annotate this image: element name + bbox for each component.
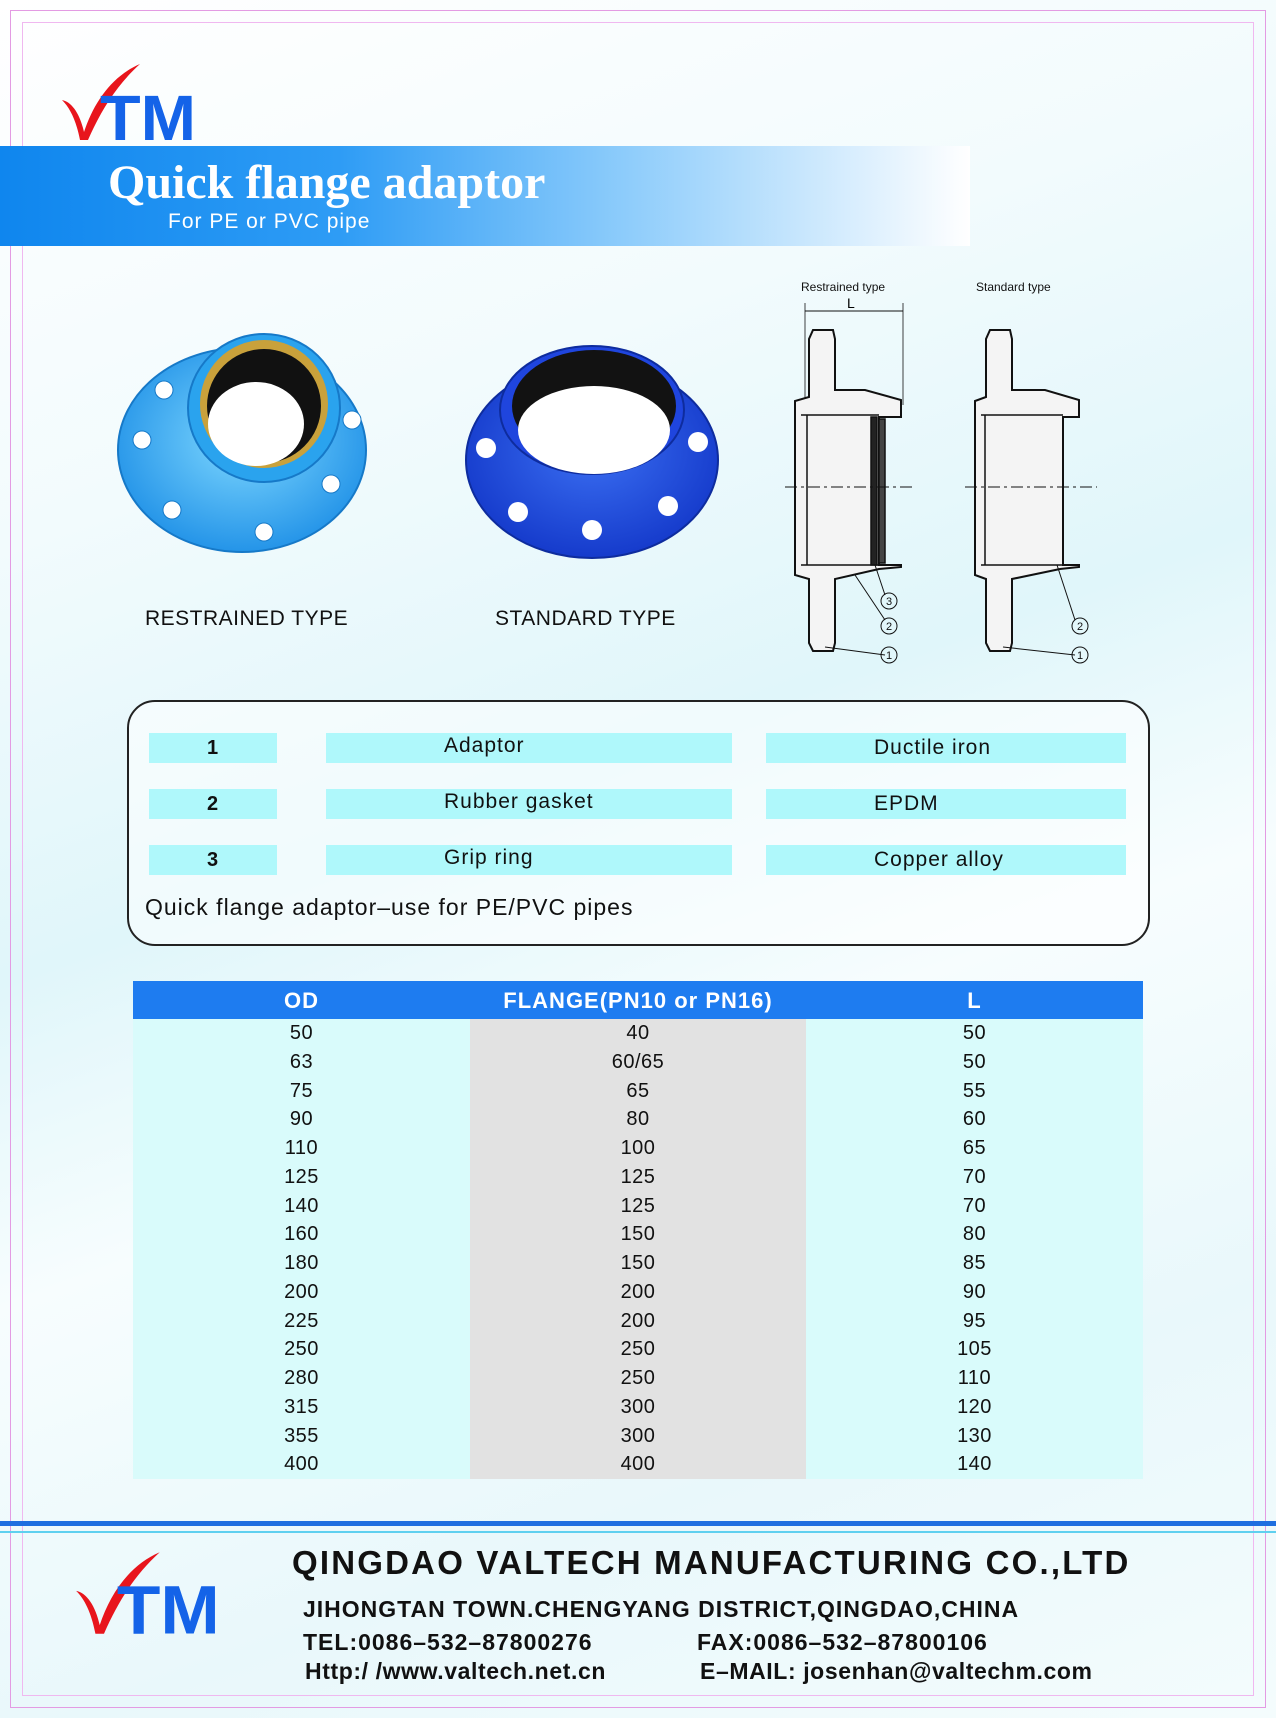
cell-od: 400 [284,1453,319,1476]
cell-l: 130 [957,1424,992,1447]
part-material: EPDM [766,789,1126,819]
parts-row [129,733,1148,763]
cell-l: 50 [962,1022,987,1044]
callout-2: 2 [885,621,893,633]
vtm-footer-logo [74,1550,224,1636]
header-l: L [967,988,982,1013]
spec-table-row [133,1048,1143,1077]
spec-table-row [133,1450,1143,1479]
spec-table-body [133,1019,1143,1479]
cell-l: 95 [962,1309,987,1332]
callout-1-standard: 1 [1076,650,1084,662]
spec-table-row [133,1335,1143,1364]
cell-flange: 65 [626,1079,650,1102]
restrained-adaptor-image [112,300,372,560]
part-number: 2 [149,789,277,819]
cell-l: 90 [962,1280,987,1303]
part-material: Ductile iron [766,733,1126,763]
cell-flange: 125 [620,1194,656,1217]
callout-2-standard: 2 [1076,621,1084,633]
restrained-type-caption: RESTRAINED TYPE [145,607,349,630]
parts-row [129,789,1148,819]
page-title: Quick flange adaptor [108,156,546,209]
header-flange: FLANGE(PN10 or PN16) [503,988,773,1013]
spec-table-row [133,1249,1143,1278]
callout-3: 3 [885,596,893,608]
cell-flange: 200 [620,1280,656,1303]
cell-flange: 125 [620,1165,656,1188]
cell-flange: 100 [620,1137,656,1159]
cell-flange: 250 [620,1338,656,1361]
spec-table-row [133,1220,1143,1249]
footer-rule-thin [0,1531,1276,1533]
cell-l: 105 [957,1338,992,1361]
spec-table-row [133,1077,1143,1106]
restrained-type-label: Restrained type [801,280,886,294]
cell-od: 50 [289,1022,314,1044]
cell-flange: 150 [620,1252,656,1274]
cell-od: 125 [284,1165,319,1188]
part-material: Copper alloy [766,845,1126,875]
cell-l: 50 [962,1050,987,1073]
spec-table-row [133,1278,1143,1307]
cell-l: 120 [957,1395,992,1418]
cell-od: 140 [284,1194,319,1217]
cell-od: 280 [284,1367,319,1389]
cell-l: 85 [962,1252,987,1274]
vtm-logo-text: TM [100,82,196,142]
standard-type-label: Standard type [976,280,1051,294]
spec-table-row [133,1134,1143,1163]
cell-od: 63 [289,1050,314,1073]
cell-l: 70 [962,1165,987,1188]
standard-adaptor-image [462,330,722,570]
part-name: Adaptor [326,733,732,763]
callout-1: 1 [885,650,893,662]
parts-note: Quick flange adaptor–use for PE/PVC pipes [145,894,634,920]
part-name: Grip ring [326,845,732,875]
cell-l: 110 [957,1367,992,1389]
cell-od: 200 [284,1280,319,1303]
parts-row [129,845,1148,875]
footer-rule [0,1521,1276,1526]
cell-l: 80 [962,1223,987,1246]
spec-table-row [133,1307,1143,1336]
cell-flange: 150 [620,1223,656,1246]
spec-table-row [133,1393,1143,1422]
cell-flange: 400 [620,1453,656,1476]
cell-l: 55 [962,1079,987,1102]
header-od: OD [284,988,319,1013]
part-number: 1 [149,733,277,763]
vtm-logo [60,62,200,142]
page-subtitle: For PE or PVC pipe [168,210,371,233]
standard-type-caption: STANDARD TYPE [495,607,676,630]
company-tel: TEL:0086–532–87800276 [303,1629,593,1655]
cell-l: 70 [962,1194,987,1217]
cell-flange: 60/65 [611,1050,665,1073]
spec-table-row [133,1019,1143,1048]
cell-od: 355 [284,1424,319,1447]
company-address: JIHONGTAN TOWN.CHENGYANG DISTRICT,QINGDAO,CHINA [303,1596,1020,1622]
spec-table-row [133,1105,1143,1134]
cell-flange: 40 [626,1022,650,1044]
vtm-footer-logo-text: TM [116,1571,220,1636]
cell-flange: 250 [620,1367,656,1389]
company-email[interactable]: E–MAIL: josenhan@valtechm.com [700,1658,1093,1684]
cell-od: 160 [284,1223,319,1246]
cell-od: 225 [284,1309,319,1332]
spec-table [133,981,1143,1479]
spec-table-row [133,1364,1143,1393]
cell-od: 250 [284,1338,319,1361]
company-name: QINGDAO VALTECH MANUFACTURING CO.,LTD [292,1544,1131,1581]
company-website[interactable]: Http:/ /www.valtech.net.cn [305,1658,606,1684]
cell-flange: 300 [620,1395,656,1418]
cell-flange: 80 [626,1108,650,1131]
parts-list-box [127,700,1150,946]
cell-od: 90 [289,1108,314,1131]
spec-table-row [133,1422,1143,1451]
dimension-l-label: L [847,295,855,311]
spec-table-row [133,1163,1143,1192]
company-fax: FAX:0086–532–87800106 [697,1629,988,1655]
cell-od: 110 [284,1137,319,1159]
spec-table-row [133,1192,1143,1221]
cell-od: 75 [289,1079,314,1102]
section-views [775,275,1115,675]
cell-flange: 200 [620,1309,656,1332]
spec-table-header [133,981,1143,1019]
cell-flange: 300 [620,1424,656,1447]
cell-l: 60 [962,1108,987,1131]
cell-od: 180 [284,1252,319,1274]
cell-l: 65 [962,1137,987,1159]
cell-l: 140 [957,1453,992,1476]
cell-od: 315 [284,1395,319,1418]
part-number: 3 [149,845,277,875]
part-name: Rubber gasket [326,789,732,819]
